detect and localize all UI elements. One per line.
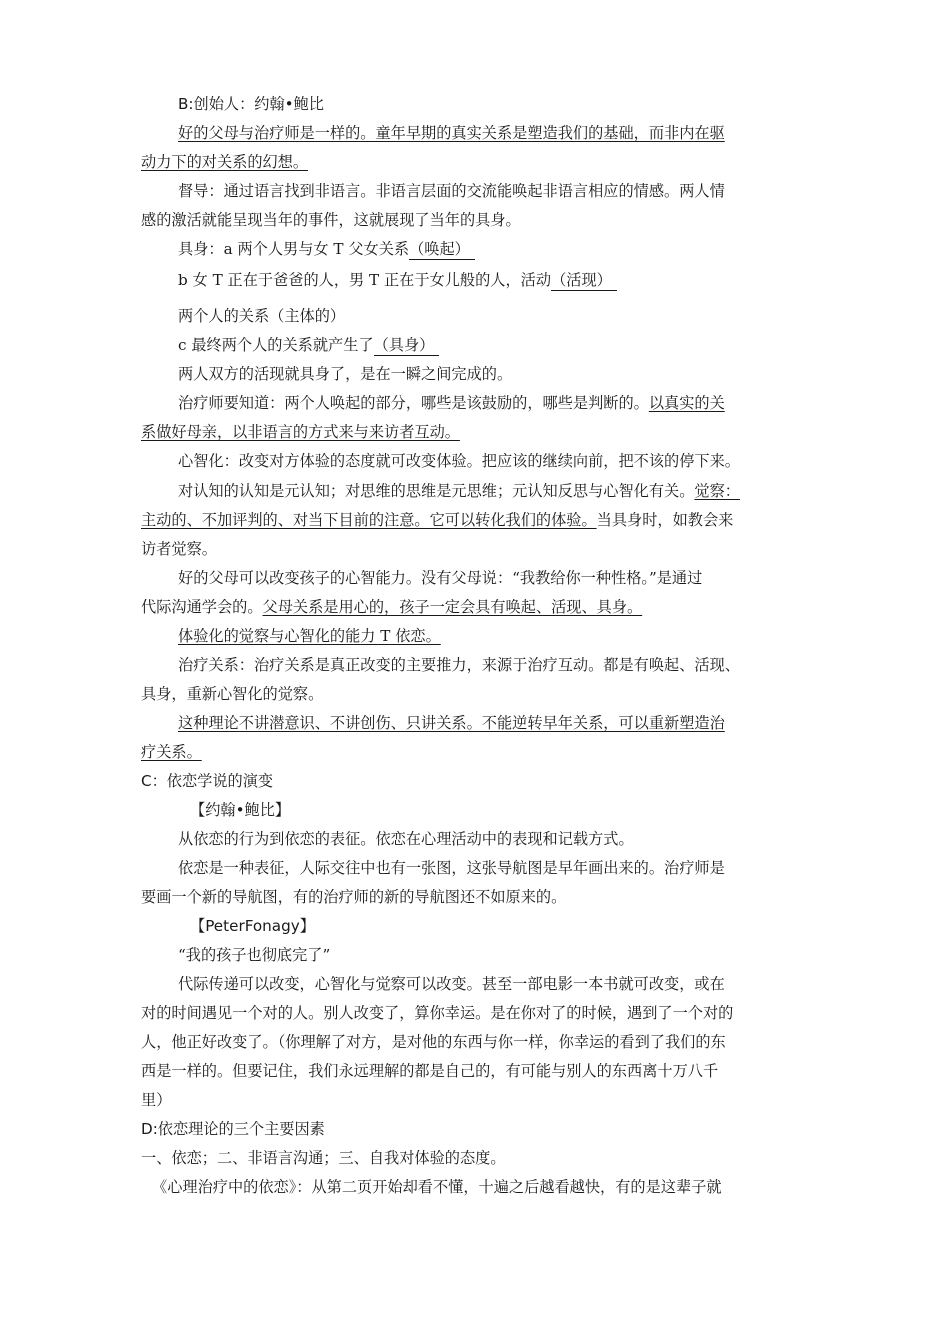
paragraph-line: 要画一个新的导航图，有的治疗师的新的导航图还不如原来的。: [141, 888, 567, 906]
paragraph-line: [178, 481, 740, 501]
embodiment-item-c: [178, 335, 439, 355]
paragraph-line: 动力下的对关系的幻想。: [141, 153, 309, 171]
paragraph-line: 西是一样的。但要记住，我们永远理解的都是自己的，有可能与别人的东西离十万八千: [141, 1062, 719, 1080]
paragraph-line: 具身，重新心智化的觉察。: [141, 685, 324, 703]
paragraph-line: 好的父母可以改变孩子的心智能力。没有父母说：“我教给你一种性格。”是通过: [178, 569, 703, 587]
underlined-span: 主动的、不加评判的、对当下目前的注意。它可以转化我们的体验。: [141, 511, 597, 529]
underlined-span: 以真实的关: [648, 394, 725, 412]
text-span: 治疗师要知道：两个人唤起的部分，哪些是该鼓励的，哪些是判断的。: [178, 394, 649, 412]
section-c-heading: C：依恋学说的演变: [141, 772, 274, 790]
paragraph-line: 督导：通过语言找到非语言。非语言层面的交流能唤起非语言相应的情感。两人情: [178, 182, 725, 200]
paragraph-line: 依恋是一种表征，人际交往中也有一张图，这张导航图是早年画出来的。治疗师是: [178, 859, 725, 877]
paragraph-line: 疗关系。: [141, 743, 202, 761]
paragraph-line: 两人双方的活现就具身了，是在一瞬之间完成的。: [178, 365, 513, 383]
paragraph-line: [178, 393, 725, 413]
paragraph-line: 代际传递可以改变，心智化与觉察可以改变。甚至一部电影一本书就可改变，或在: [178, 975, 725, 993]
enact-note: （活现）: [551, 271, 612, 289]
subheading-bowlby: 【约翰•鲍比】: [190, 801, 291, 819]
underlined-span: 觉察：: [694, 482, 740, 500]
underlined-span: 父母关系是用心的，孩子一定会具有唤起、活现、具身。: [262, 598, 643, 616]
embodiment-text: b 女 T 正在于爸爸的人，男 T 正在于女儿般的人，活动: [178, 271, 552, 289]
quote-line: “我的孩子也彻底完了”: [178, 946, 331, 964]
text-span: 当具身时，如教会来: [596, 511, 734, 529]
embodiment-text: 具身：a 两个人男与女 T 父女关系: [178, 240, 410, 258]
paragraph-line: [141, 597, 642, 617]
paragraph-line: 里）: [141, 1091, 172, 1109]
embodiment-item-a: [178, 239, 475, 259]
subheading-fonagy: 【PeterFonagy】: [190, 917, 315, 935]
embodiment-text: c 最终两个人的关系就产生了: [178, 336, 374, 354]
paragraph-line: 访者觉察。: [141, 540, 217, 558]
paragraph-line: 心智化：改变对方体验的态度就可改变体验。把应该的继续向前，把不该的停下来。: [178, 452, 740, 470]
section-d-heading: D:依恋理论的三个主要因素: [141, 1120, 325, 1138]
paragraph-line: 好的父母与治疗师是一样的。童年早期的真实关系是塑造我们的基础，而非内在驱: [178, 124, 725, 142]
text-span: 代际沟通学会的。: [141, 598, 263, 616]
paragraph-line: [141, 510, 733, 530]
paragraph-line: 这种理论不讲潜意识、不讲创伤、只讲关系。不能逆转早年关系，可以重新塑造治: [178, 714, 725, 732]
paragraph-line: 《心理治疗中的依恋》：从第二页开始却看不懂，十遍之后越看越快，有的是这辈子就: [152, 1178, 722, 1196]
paragraph-line: 人，他正好改变了。（你理解了对方，是对他的东西与你一样，你幸运的看到了我们的东: [141, 1033, 726, 1051]
evoke-note: （唤起）: [409, 240, 470, 258]
section-b-heading: B:创始人：约翰•鲍比: [178, 95, 324, 113]
paragraph-line: 对的时间遇见一个对的人。别人改变了，算你幸运。是在你对了的时候，遇到了一个对的: [141, 1004, 734, 1022]
paragraph-line: 感的激活就能呈现当年的事件，这就展现了当年的具身。: [141, 211, 521, 229]
paragraph-line: 一、依恋；二、非语言沟通；三、自我对体验的态度。: [141, 1149, 506, 1167]
paragraph-line: 体验化的觉察与心智化的能力 T 依恋。: [178, 627, 441, 645]
embody-note: （具身）: [373, 336, 435, 354]
paragraph-line: 治疗关系：治疗关系是真正改变的主要推力，来源于治疗互动。都是有唤起、活现、: [178, 656, 740, 674]
embodiment-item-b: [178, 270, 617, 290]
text-span: 对认知的认知是元认知；对思维的思维是元思维；元认知反思与心智化有关。: [178, 482, 695, 500]
paragraph-line: 系做好母亲，以非语言的方式来与来访者互动。: [141, 423, 460, 441]
paragraph-line: 两个人的关系（主体的）: [178, 307, 346, 325]
paragraph-line: 从依恋的行为到依恋的表征。依恋在心理活动中的表现和记载方式。: [178, 830, 634, 848]
